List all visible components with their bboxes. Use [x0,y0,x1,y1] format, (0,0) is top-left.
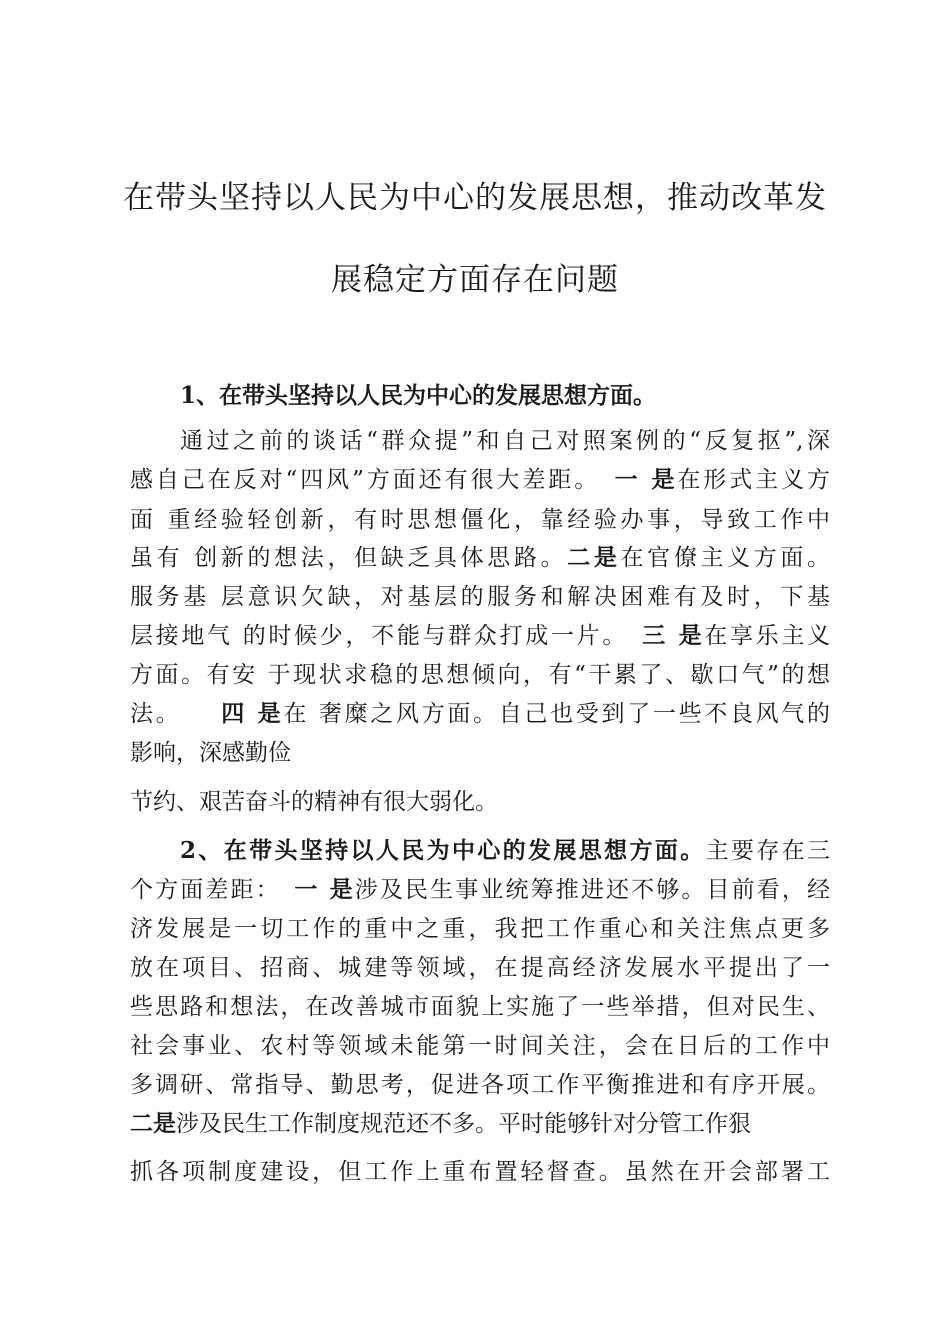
paragraph-line: 些思路和想法，在改善城市面貌上实施了一些举措，但对民生、 [130,994,830,1020]
paragraph-line: 抓各项制度建设，但工作上重布置轻督查。虽然在开会部署工 [130,1159,830,1185]
section-2-first-line [180,836,830,866]
bold-marker: 三 是 [642,622,705,649]
paragraph-line: 面 重经验轻创新，有时思想僵化，靠经验办事，导致工作中 [130,507,830,533]
text-run: 个方面差距： [130,877,270,903]
document-title-line-1: 在带头坚持以人民为中心的发展思想，推动改革发 [123,180,827,216]
paragraph-line [130,1109,830,1139]
paragraph-line: 社会事业、农村等领域未能第一时间关注，会在日后的工作中 [130,1033,830,1059]
paragraph-line: 多调研、常指导、勤思考，促进各项工作平衡推进和有序开展。 [130,1072,830,1098]
bold-marker: 四 是 [221,700,284,727]
text-run: 在 奢糜之风方面。自己也受到了一些不良风气的 [283,701,830,727]
paragraph-line: 济发展是一切工作的重中之重，我把工作重心和关注焦点更多 [130,916,830,942]
text-run: 感自己在反对“四风”方面还有很大差距。 [130,467,589,493]
paragraph-line: 影响，深感勤俭 [130,740,291,766]
bold-marker: 一 是 [294,876,355,903]
text-run: 在享乐主义 [704,623,830,649]
paragraph-line: 节约、艰苦奋斗的精神有很大弱化。 [130,789,498,815]
text-run: 在官僚主义方面。 [620,545,830,571]
paragraph-line [130,699,830,729]
bold-marker: 一 是 [614,466,678,493]
paragraph-line: 方面。有安 于现状求稳的思想倾向，有“干累了、歇口气”的想 [130,662,830,688]
paragraph-line: 服务基 层意识欠缺，对基层的服务和解决困难有及时，下基 [130,584,830,610]
text-run: 涉及民生工作制度规范还不多。平时能够针对分管工作狠 [176,1111,751,1137]
paragraph-line [130,543,830,573]
document-title-line-2: 展稳定方面存在问题 [331,262,619,298]
paragraph-line: 放在项目、招商、城建等领域，在提高经济发展水平提出了一 [130,955,830,981]
section-1-heading: 1、在带头坚持以人民为中心的发展思想方面。 [180,382,657,409]
text-run: 涉及民生事业统筹推进还不够。目前看，经 [354,877,830,903]
bold-marker: 二是 [130,1110,176,1137]
text-run: 法。 [130,701,170,727]
text-run: 层接地气 的时候少，不能与群众打成一片。 [130,623,617,649]
bold-marker: 二是 [567,544,621,571]
paragraph-line: 通过之前的谈话“群众提”和自己对照案例的“反复抠”,深 [180,428,830,454]
text-run: 主要存在三 [705,838,830,864]
section-2-heading: 2、在带头坚持以人民为中心的发展思想方面。 [180,837,706,864]
paragraph-line [130,465,830,495]
text-run: 在形式主义方 [677,467,830,493]
paragraph-line [130,875,830,905]
paragraph-line [130,621,830,651]
text-run: 虽有 创新的想法，但缺乏具体思路。 [130,545,568,571]
